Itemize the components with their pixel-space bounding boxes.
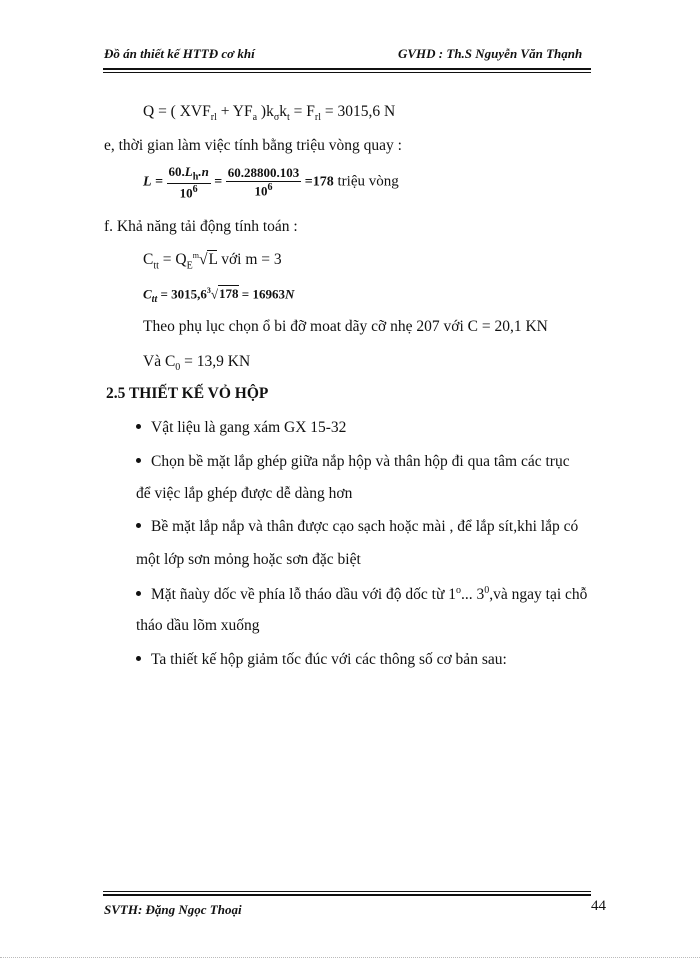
bullet-dot: [136, 656, 141, 661]
bullet-dot: [136, 424, 141, 429]
section-e-label: e, thời gian làm việc tính bằng triệu vòng quay :: [104, 137, 402, 154]
bullet-4: Mặt ñaùy dốc về phía lỗ tháo dầu với độ dốc từ 1$^o$... $3^0,và$ ngay tại chỗ: [136, 585, 587, 604]
bearing-choice: Theo phụ lục chọn ổ bi đỡ moat dãy cỡ nhẹ 207 với C = 20,1 KN: [143, 318, 548, 335]
formula-q: Q = ( $XVF_{rl} + YF_a$ )$k_\sigma k_t = F_{rl} = 3015,6$ N: [143, 103, 396, 124]
page-edge: [0, 957, 700, 958]
bullet-1: Vật liệu là gang xám GX 15-32: [136, 419, 346, 437]
page-number: 44: [591, 898, 606, 914]
c0-value: Và $C_0 = 13,9$ KN: [143, 353, 251, 374]
fraction-1: $\frac{60.L_h.n}{10^6}$: [168, 164, 209, 200]
header-left: Đồ án thiết kế HTTĐ cơ khí: [104, 46, 255, 61]
formula-ctt: $C_{tt} = Q_E^m√L$ với m = 3: [143, 251, 282, 272]
bullet-3-cont: một lớp sơn mỏng hoặc sơn đặc biệt: [136, 551, 361, 568]
section-f-label: f. Khả năng tải động tính toán :: [104, 218, 298, 235]
bullet-3: Bề mặt lắp nắp và thân được cạo sạch hoặc mài , để lắp sít,khi lắp có: [136, 518, 578, 536]
header-right: GVHD : Th.S Nguyễn Văn Thạnh: [398, 46, 583, 61]
footer-rule-thin: [103, 891, 591, 892]
bullet-dot: [136, 591, 141, 596]
bullet-dot: [136, 458, 141, 463]
bullet-2-cont: để việc lắp ghép được dễ dàng hơn: [136, 485, 353, 502]
footer-rule-thick: [103, 894, 591, 896]
bullet-5: Ta thiết kế hộp giảm tốc đúc với các thông số cơ bản sau:: [136, 651, 507, 669]
formula-ctt-calc: $C_{tt} = 3015,6^3√178 = 16963N$: [143, 286, 295, 305]
footer-author: SVTH: Đặng Ngọc Thoại: [104, 902, 242, 917]
fraction-2: $\frac{60.28800.103}{10^6}$: [227, 165, 300, 199]
section-title: 2.5 THIẾT KẾ VỎ HỘP: [106, 385, 269, 402]
header-rule-thick: [103, 68, 591, 70]
formula-l: L = $\frac{60.L_h.n}{10^6}$ = $\frac{60.28800.103}{10^6}$ =178 triệu vòng: [143, 164, 399, 200]
bullet-4-cont: tháo dầu lõm xuống: [136, 617, 260, 634]
bullet-dot: [136, 523, 141, 528]
header-rule-thin: [103, 72, 591, 73]
bullet-2: Chọn bề mặt lắp ghép giữa nắp hộp và thân hộp đi qua tâm các trục: [136, 453, 570, 471]
